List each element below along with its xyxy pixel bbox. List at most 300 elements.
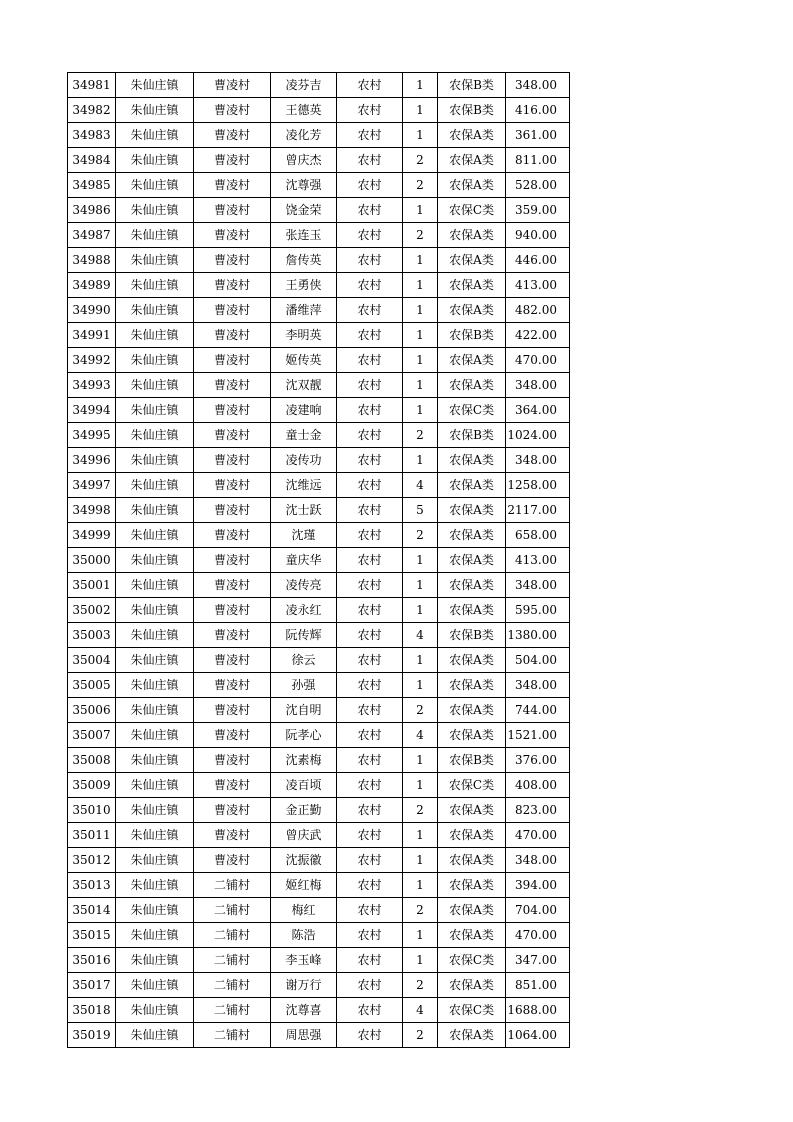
name-cell: 曾庆武 bbox=[271, 823, 337, 848]
town-cell: 朱仙庄镇 bbox=[116, 223, 194, 248]
name-cell: 凌永红 bbox=[271, 598, 337, 623]
area-type-cell: 农村 bbox=[337, 948, 403, 973]
table-row bbox=[68, 948, 570, 973]
insurance-class-cell: 农保A类 bbox=[438, 823, 506, 848]
name-cell: 凌化芳 bbox=[271, 123, 337, 148]
table-row bbox=[68, 398, 570, 423]
insurance-class-cell: 农保B类 bbox=[438, 323, 506, 348]
name-cell: 沈尊强 bbox=[271, 173, 337, 198]
household-count-cell: 1 bbox=[403, 748, 438, 773]
name-cell: 饶金荣 bbox=[271, 198, 337, 223]
town-cell: 朱仙庄镇 bbox=[116, 523, 194, 548]
insurance-class-cell: 农保A类 bbox=[438, 873, 506, 898]
town-cell: 朱仙庄镇 bbox=[116, 298, 194, 323]
area-type-cell: 农村 bbox=[337, 448, 403, 473]
name-cell: 阮孝心 bbox=[271, 723, 337, 748]
town-cell: 朱仙庄镇 bbox=[116, 748, 194, 773]
table-row bbox=[68, 423, 570, 448]
amount-cell: 528.00 bbox=[506, 173, 570, 198]
area-type-cell: 农村 bbox=[337, 498, 403, 523]
name-cell: 沈素梅 bbox=[271, 748, 337, 773]
table-row bbox=[68, 998, 570, 1023]
village-cell: 曹凌村 bbox=[194, 298, 271, 323]
area-type-cell: 农村 bbox=[337, 673, 403, 698]
amount-cell: 1521.00 bbox=[506, 723, 570, 748]
amount-cell: 940.00 bbox=[506, 223, 570, 248]
village-cell: 曹凌村 bbox=[194, 223, 271, 248]
name-cell: 潘维萍 bbox=[271, 298, 337, 323]
table-row bbox=[68, 748, 570, 773]
area-type-cell: 农村 bbox=[337, 548, 403, 573]
household-count-cell: 1 bbox=[403, 448, 438, 473]
insurance-class-cell: 农保C类 bbox=[438, 998, 506, 1023]
amount-cell: 348.00 bbox=[506, 373, 570, 398]
area-type-cell: 农村 bbox=[337, 648, 403, 673]
amount-cell: 470.00 bbox=[506, 348, 570, 373]
insurance-class-cell: 农保A类 bbox=[438, 148, 506, 173]
village-cell: 曹凌村 bbox=[194, 748, 271, 773]
insurance-class-cell: 农保A类 bbox=[438, 648, 506, 673]
insurance-class-cell: 农保B类 bbox=[438, 748, 506, 773]
town-cell: 朱仙庄镇 bbox=[116, 698, 194, 723]
record-id-cell: 35012 bbox=[68, 848, 116, 873]
record-id-cell: 35007 bbox=[68, 723, 116, 748]
village-cell: 曹凌村 bbox=[194, 823, 271, 848]
area-type-cell: 农村 bbox=[337, 748, 403, 773]
table-row bbox=[68, 373, 570, 398]
village-cell: 二铺村 bbox=[194, 998, 271, 1023]
record-id-cell: 35003 bbox=[68, 623, 116, 648]
name-cell: 凌芬吉 bbox=[271, 73, 337, 98]
record-id-cell: 34990 bbox=[68, 298, 116, 323]
household-count-cell: 1 bbox=[403, 873, 438, 898]
household-count-cell: 1 bbox=[403, 648, 438, 673]
table-row bbox=[68, 198, 570, 223]
insurance-class-cell: 农保A类 bbox=[438, 598, 506, 623]
village-cell: 曹凌村 bbox=[194, 398, 271, 423]
household-count-cell: 5 bbox=[403, 498, 438, 523]
area-type-cell: 农村 bbox=[337, 773, 403, 798]
insurance-class-cell: 农保A类 bbox=[438, 698, 506, 723]
area-type-cell: 农村 bbox=[337, 173, 403, 198]
amount-cell: 413.00 bbox=[506, 273, 570, 298]
insurance-class-cell: 农保B类 bbox=[438, 73, 506, 98]
record-id-cell: 34993 bbox=[68, 373, 116, 398]
household-count-cell: 4 bbox=[403, 623, 438, 648]
table-row bbox=[68, 498, 570, 523]
household-count-cell: 1 bbox=[403, 123, 438, 148]
table-row bbox=[68, 573, 570, 598]
insurance-class-cell: 农保A类 bbox=[438, 723, 506, 748]
area-type-cell: 农村 bbox=[337, 1023, 403, 1048]
village-cell: 曹凌村 bbox=[194, 273, 271, 298]
town-cell: 朱仙庄镇 bbox=[116, 673, 194, 698]
record-id-cell: 34991 bbox=[68, 323, 116, 348]
household-count-cell: 1 bbox=[403, 73, 438, 98]
insurance-class-cell: 农保A类 bbox=[438, 848, 506, 873]
amount-cell: 348.00 bbox=[506, 673, 570, 698]
amount-cell: 504.00 bbox=[506, 648, 570, 673]
record-id-cell: 35008 bbox=[68, 748, 116, 773]
village-cell: 曹凌村 bbox=[194, 373, 271, 398]
insurance-class-cell: 农保A类 bbox=[438, 1023, 506, 1048]
table-row bbox=[68, 923, 570, 948]
table-row bbox=[68, 273, 570, 298]
name-cell: 沈尊喜 bbox=[271, 998, 337, 1023]
household-count-cell: 2 bbox=[403, 423, 438, 448]
name-cell: 沈振徽 bbox=[271, 848, 337, 873]
amount-cell: 376.00 bbox=[506, 748, 570, 773]
village-cell: 曹凌村 bbox=[194, 73, 271, 98]
town-cell: 朱仙庄镇 bbox=[116, 923, 194, 948]
insurance-class-cell: 农保A类 bbox=[438, 298, 506, 323]
name-cell: 梅红 bbox=[271, 898, 337, 923]
name-cell: 凌建响 bbox=[271, 398, 337, 423]
village-cell: 曹凌村 bbox=[194, 198, 271, 223]
village-cell: 曹凌村 bbox=[194, 123, 271, 148]
insurance-class-cell: 农保B类 bbox=[438, 423, 506, 448]
insurance-class-cell: 农保A类 bbox=[438, 973, 506, 998]
amount-cell: 1688.00 bbox=[506, 998, 570, 1023]
household-count-cell: 2 bbox=[403, 523, 438, 548]
town-cell: 朱仙庄镇 bbox=[116, 823, 194, 848]
amount-cell: 658.00 bbox=[506, 523, 570, 548]
household-count-cell: 2 bbox=[403, 698, 438, 723]
name-cell: 徐云 bbox=[271, 648, 337, 673]
amount-cell: 482.00 bbox=[506, 298, 570, 323]
town-cell: 朱仙庄镇 bbox=[116, 998, 194, 1023]
area-type-cell: 农村 bbox=[337, 623, 403, 648]
name-cell: 张连玉 bbox=[271, 223, 337, 248]
amount-cell: 422.00 bbox=[506, 323, 570, 348]
town-cell: 朱仙庄镇 bbox=[116, 898, 194, 923]
town-cell: 朱仙庄镇 bbox=[116, 723, 194, 748]
area-type-cell: 农村 bbox=[337, 223, 403, 248]
name-cell: 金正勤 bbox=[271, 798, 337, 823]
table-row bbox=[68, 98, 570, 123]
table-row bbox=[68, 798, 570, 823]
insurance-class-cell: 农保A类 bbox=[438, 923, 506, 948]
table-row bbox=[68, 473, 570, 498]
insurance-class-cell: 农保A类 bbox=[438, 473, 506, 498]
town-cell: 朱仙庄镇 bbox=[116, 473, 194, 498]
insurance-class-cell: 农保C类 bbox=[438, 773, 506, 798]
record-id-cell: 35016 bbox=[68, 948, 116, 973]
name-cell: 陈浩 bbox=[271, 923, 337, 948]
record-id-cell: 35015 bbox=[68, 923, 116, 948]
household-count-cell: 1 bbox=[403, 548, 438, 573]
amount-cell: 823.00 bbox=[506, 798, 570, 823]
area-type-cell: 农村 bbox=[337, 873, 403, 898]
town-cell: 朱仙庄镇 bbox=[116, 498, 194, 523]
village-cell: 曹凌村 bbox=[194, 173, 271, 198]
table-row bbox=[68, 523, 570, 548]
table-row bbox=[68, 823, 570, 848]
record-id-cell: 35004 bbox=[68, 648, 116, 673]
name-cell: 凌百顷 bbox=[271, 773, 337, 798]
amount-cell: 347.00 bbox=[506, 948, 570, 973]
record-id-cell: 34984 bbox=[68, 148, 116, 173]
record-id-cell: 35013 bbox=[68, 873, 116, 898]
household-count-cell: 4 bbox=[403, 473, 438, 498]
town-cell: 朱仙庄镇 bbox=[116, 73, 194, 98]
amount-cell: 348.00 bbox=[506, 848, 570, 873]
village-cell: 二铺村 bbox=[194, 873, 271, 898]
table-row bbox=[68, 323, 570, 348]
table-row bbox=[68, 673, 570, 698]
record-id-cell: 34982 bbox=[68, 98, 116, 123]
insurance-class-cell: 农保A类 bbox=[438, 223, 506, 248]
town-cell: 朱仙庄镇 bbox=[116, 623, 194, 648]
village-cell: 曹凌村 bbox=[194, 773, 271, 798]
town-cell: 朱仙庄镇 bbox=[116, 273, 194, 298]
name-cell: 童士金 bbox=[271, 423, 337, 448]
household-count-cell: 1 bbox=[403, 298, 438, 323]
amount-cell: 348.00 bbox=[506, 573, 570, 598]
table-row bbox=[68, 73, 570, 98]
area-type-cell: 农村 bbox=[337, 973, 403, 998]
area-type-cell: 农村 bbox=[337, 598, 403, 623]
record-id-cell: 35002 bbox=[68, 598, 116, 623]
town-cell: 朱仙庄镇 bbox=[116, 848, 194, 873]
town-cell: 朱仙庄镇 bbox=[116, 448, 194, 473]
town-cell: 朱仙庄镇 bbox=[116, 1023, 194, 1048]
amount-cell: 359.00 bbox=[506, 198, 570, 223]
record-id-cell: 35009 bbox=[68, 773, 116, 798]
amount-cell: 446.00 bbox=[506, 248, 570, 273]
name-cell: 沈自明 bbox=[271, 698, 337, 723]
insurance-class-cell: 农保A类 bbox=[438, 498, 506, 523]
household-count-cell: 1 bbox=[403, 98, 438, 123]
household-count-cell: 1 bbox=[403, 948, 438, 973]
name-cell: 姬红梅 bbox=[271, 873, 337, 898]
amount-cell: 704.00 bbox=[506, 898, 570, 923]
amount-cell: 470.00 bbox=[506, 823, 570, 848]
amount-cell: 595.00 bbox=[506, 598, 570, 623]
record-id-cell: 35000 bbox=[68, 548, 116, 573]
table-row bbox=[68, 773, 570, 798]
amount-cell: 413.00 bbox=[506, 548, 570, 573]
village-cell: 曹凌村 bbox=[194, 148, 271, 173]
name-cell: 谢万行 bbox=[271, 973, 337, 998]
area-type-cell: 农村 bbox=[337, 473, 403, 498]
table-row bbox=[68, 298, 570, 323]
household-count-cell: 2 bbox=[403, 223, 438, 248]
household-count-cell: 1 bbox=[403, 848, 438, 873]
village-cell: 曹凌村 bbox=[194, 348, 271, 373]
area-type-cell: 农村 bbox=[337, 898, 403, 923]
amount-cell: 470.00 bbox=[506, 923, 570, 948]
household-count-cell: 2 bbox=[403, 148, 438, 173]
table-row bbox=[68, 848, 570, 873]
household-count-cell: 1 bbox=[403, 823, 438, 848]
town-cell: 朱仙庄镇 bbox=[116, 398, 194, 423]
town-cell: 朱仙庄镇 bbox=[116, 573, 194, 598]
area-type-cell: 农村 bbox=[337, 73, 403, 98]
table-row bbox=[68, 623, 570, 648]
name-cell: 詹传英 bbox=[271, 248, 337, 273]
record-id-cell: 34997 bbox=[68, 473, 116, 498]
record-id-cell: 35018 bbox=[68, 998, 116, 1023]
name-cell: 沈瑾 bbox=[271, 523, 337, 548]
village-cell: 曹凌村 bbox=[194, 798, 271, 823]
town-cell: 朱仙庄镇 bbox=[116, 148, 194, 173]
record-id-cell: 35017 bbox=[68, 973, 116, 998]
town-cell: 朱仙庄镇 bbox=[116, 123, 194, 148]
area-type-cell: 农村 bbox=[337, 998, 403, 1023]
village-cell: 曹凌村 bbox=[194, 648, 271, 673]
insurance-class-cell: 农保A类 bbox=[438, 173, 506, 198]
table-row bbox=[68, 348, 570, 373]
area-type-cell: 农村 bbox=[337, 348, 403, 373]
area-type-cell: 农村 bbox=[337, 98, 403, 123]
area-type-cell: 农村 bbox=[337, 148, 403, 173]
town-cell: 朱仙庄镇 bbox=[116, 348, 194, 373]
record-id-cell: 34999 bbox=[68, 523, 116, 548]
amount-cell: 408.00 bbox=[506, 773, 570, 798]
table-row bbox=[68, 548, 570, 573]
village-cell: 二铺村 bbox=[194, 1023, 271, 1048]
name-cell: 王德英 bbox=[271, 98, 337, 123]
area-type-cell: 农村 bbox=[337, 248, 403, 273]
record-id-cell: 35006 bbox=[68, 698, 116, 723]
area-type-cell: 农村 bbox=[337, 273, 403, 298]
household-count-cell: 1 bbox=[403, 923, 438, 948]
area-type-cell: 农村 bbox=[337, 698, 403, 723]
name-cell: 王勇侠 bbox=[271, 273, 337, 298]
table-row bbox=[68, 448, 570, 473]
area-type-cell: 农村 bbox=[337, 923, 403, 948]
household-count-cell: 1 bbox=[403, 248, 438, 273]
table-row bbox=[68, 173, 570, 198]
name-cell: 童庆华 bbox=[271, 548, 337, 573]
town-cell: 朱仙庄镇 bbox=[116, 373, 194, 398]
name-cell: 沈士跃 bbox=[271, 498, 337, 523]
table-row bbox=[68, 123, 570, 148]
area-type-cell: 农村 bbox=[337, 848, 403, 873]
town-cell: 朱仙庄镇 bbox=[116, 798, 194, 823]
record-id-cell: 35001 bbox=[68, 573, 116, 598]
amount-cell: 744.00 bbox=[506, 698, 570, 723]
record-id-cell: 34989 bbox=[68, 273, 116, 298]
record-id-cell: 35014 bbox=[68, 898, 116, 923]
household-count-cell: 1 bbox=[403, 773, 438, 798]
record-id-cell: 34981 bbox=[68, 73, 116, 98]
town-cell: 朱仙庄镇 bbox=[116, 873, 194, 898]
insurance-class-cell: 农保A类 bbox=[438, 548, 506, 573]
name-cell: 凌传功 bbox=[271, 448, 337, 473]
record-id-cell: 34985 bbox=[68, 173, 116, 198]
household-count-cell: 1 bbox=[403, 598, 438, 623]
area-type-cell: 农村 bbox=[337, 398, 403, 423]
town-cell: 朱仙庄镇 bbox=[116, 248, 194, 273]
amount-cell: 394.00 bbox=[506, 873, 570, 898]
village-cell: 曹凌村 bbox=[194, 323, 271, 348]
area-type-cell: 农村 bbox=[337, 298, 403, 323]
table-row bbox=[68, 723, 570, 748]
table-row bbox=[68, 698, 570, 723]
record-id-cell: 35010 bbox=[68, 798, 116, 823]
village-cell: 二铺村 bbox=[194, 973, 271, 998]
table-row bbox=[68, 248, 570, 273]
town-cell: 朱仙庄镇 bbox=[116, 423, 194, 448]
insurance-class-cell: 农保A类 bbox=[438, 523, 506, 548]
name-cell: 沈维远 bbox=[271, 473, 337, 498]
area-type-cell: 农村 bbox=[337, 373, 403, 398]
insurance-class-cell: 农保A类 bbox=[438, 348, 506, 373]
village-cell: 曹凌村 bbox=[194, 723, 271, 748]
area-type-cell: 农村 bbox=[337, 573, 403, 598]
household-count-cell: 4 bbox=[403, 998, 438, 1023]
insurance-class-cell: 农保C类 bbox=[438, 948, 506, 973]
record-id-cell: 34987 bbox=[68, 223, 116, 248]
roster-table bbox=[67, 72, 570, 1048]
household-count-cell: 2 bbox=[403, 173, 438, 198]
amount-cell: 364.00 bbox=[506, 398, 570, 423]
household-count-cell: 1 bbox=[403, 373, 438, 398]
village-cell: 曹凌村 bbox=[194, 473, 271, 498]
insurance-class-cell: 农保A类 bbox=[438, 898, 506, 923]
table-row bbox=[68, 1023, 570, 1048]
table-row bbox=[68, 598, 570, 623]
town-cell: 朱仙庄镇 bbox=[116, 598, 194, 623]
insurance-class-cell: 农保A类 bbox=[438, 248, 506, 273]
name-cell: 周思强 bbox=[271, 1023, 337, 1048]
table-row bbox=[68, 148, 570, 173]
insurance-class-cell: 农保A类 bbox=[438, 373, 506, 398]
record-id-cell: 34995 bbox=[68, 423, 116, 448]
household-count-cell: 2 bbox=[403, 798, 438, 823]
amount-cell: 851.00 bbox=[506, 973, 570, 998]
table-row bbox=[68, 223, 570, 248]
area-type-cell: 农村 bbox=[337, 798, 403, 823]
area-type-cell: 农村 bbox=[337, 323, 403, 348]
insurance-class-cell: 农保C类 bbox=[438, 398, 506, 423]
record-id-cell: 34983 bbox=[68, 123, 116, 148]
table-row bbox=[68, 648, 570, 673]
household-count-cell: 1 bbox=[403, 673, 438, 698]
insurance-class-cell: 农保B类 bbox=[438, 98, 506, 123]
village-cell: 曹凌村 bbox=[194, 423, 271, 448]
amount-cell: 1380.00 bbox=[506, 623, 570, 648]
area-type-cell: 农村 bbox=[337, 123, 403, 148]
insurance-class-cell: 农保A类 bbox=[438, 673, 506, 698]
household-count-cell: 1 bbox=[403, 573, 438, 598]
amount-cell: 811.00 bbox=[506, 148, 570, 173]
household-count-cell: 1 bbox=[403, 398, 438, 423]
area-type-cell: 农村 bbox=[337, 523, 403, 548]
record-id-cell: 34992 bbox=[68, 348, 116, 373]
record-id-cell: 34998 bbox=[68, 498, 116, 523]
area-type-cell: 农村 bbox=[337, 198, 403, 223]
area-type-cell: 农村 bbox=[337, 423, 403, 448]
household-count-cell: 1 bbox=[403, 198, 438, 223]
household-count-cell: 1 bbox=[403, 273, 438, 298]
household-count-cell: 4 bbox=[403, 723, 438, 748]
record-id-cell: 34994 bbox=[68, 398, 116, 423]
town-cell: 朱仙庄镇 bbox=[116, 173, 194, 198]
roster-body bbox=[68, 73, 570, 1048]
village-cell: 二铺村 bbox=[194, 923, 271, 948]
name-cell: 姬传英 bbox=[271, 348, 337, 373]
village-cell: 曹凌村 bbox=[194, 623, 271, 648]
village-cell: 二铺村 bbox=[194, 948, 271, 973]
village-cell: 曹凌村 bbox=[194, 848, 271, 873]
village-cell: 曹凌村 bbox=[194, 248, 271, 273]
household-count-cell: 2 bbox=[403, 898, 438, 923]
town-cell: 朱仙庄镇 bbox=[116, 773, 194, 798]
village-cell: 二铺村 bbox=[194, 898, 271, 923]
